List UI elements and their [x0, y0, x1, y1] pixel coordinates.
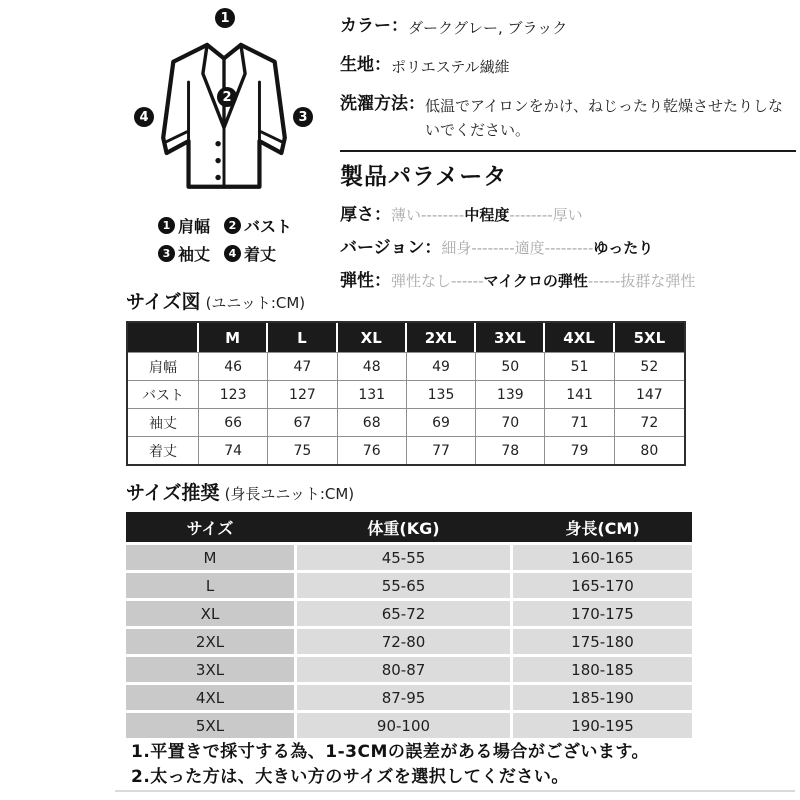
size-chart-cell: 52 — [615, 352, 684, 380]
scale-dashes: -------- — [471, 239, 515, 257]
size-chart-cell: 71 — [545, 408, 614, 436]
size-rec-unit: (身長ユニット:CM) — [224, 485, 355, 503]
size-chart-unit: (ユニット:CM) — [205, 294, 306, 312]
bottom-divider — [115, 790, 795, 792]
scale-option: 薄い — [391, 206, 422, 224]
size-rec-weight-cell: 45-55 — [297, 545, 510, 570]
size-rec-header-cell: 身長(CM) — [565, 518, 640, 538]
size-chart-header-cell: 2XL — [407, 323, 476, 352]
size-rec-size-cell: XL — [126, 601, 294, 626]
size-chart-cell: 123 — [199, 380, 268, 408]
size-rec-height-cell: 160-165 — [513, 545, 692, 570]
info-label: カラー： — [340, 16, 408, 36]
legend-item — [158, 214, 210, 237]
size-rec-body — [126, 545, 692, 738]
size-rec-size-cell: 2XL — [126, 629, 294, 654]
size-chart-cell: 49 — [407, 352, 476, 380]
size-chart-cell: 127 — [268, 380, 337, 408]
size-chart-cell: 50 — [476, 352, 545, 380]
scale-option: 抜群な弾性 — [620, 272, 696, 290]
measure-badge-1: 1 — [215, 8, 235, 28]
size-rec-height-cell: 190-195 — [513, 713, 692, 738]
scale-dashes: -------- — [509, 206, 553, 224]
size-chart-cell: 66 — [199, 408, 268, 436]
size-chart-header-cell — [128, 323, 199, 352]
note-line: 1.平置きで採寸する為、1-3CMの誤差がある場合がございます。 — [131, 742, 650, 762]
parameter-row — [340, 237, 800, 259]
size-rec-header-cell: サイズ — [186, 518, 234, 538]
size-recommendation-section — [126, 478, 692, 738]
parameters-title: 製品パラメータ — [340, 164, 508, 190]
size-chart-cell: 68 — [338, 408, 407, 436]
size-chart-cell: 67 — [268, 408, 337, 436]
measure-badge-2: 2 — [217, 87, 237, 107]
legend-item — [158, 242, 210, 265]
size-rec-title — [126, 478, 692, 505]
size-chart-cell: 141 — [545, 380, 614, 408]
legend-number: 4 — [224, 245, 241, 262]
size-chart-cell: 47 — [268, 352, 337, 380]
info-row — [340, 14, 798, 40]
legend-label: 着丈 — [244, 245, 277, 264]
jacket-drawing — [148, 32, 300, 214]
size-chart-cell: 74 — [199, 436, 268, 464]
size-chart-cell: 78 — [476, 436, 545, 464]
legend-label: 肩幅 — [177, 217, 210, 236]
size-rec-size-cell: M — [126, 545, 294, 570]
size-rec-height-cell: 185-190 — [513, 685, 692, 710]
parameter-label: バージョン： — [340, 238, 442, 258]
size-rec-weight-cell: 55-65 — [297, 573, 510, 598]
product-parameters — [340, 158, 800, 303]
legend-label: バスト — [244, 217, 293, 236]
info-value: ダークグレー, ブラック — [408, 19, 568, 37]
size-chart-row-label: 着丈 — [128, 436, 199, 464]
size-rec-weight-cell: 72-80 — [297, 629, 510, 654]
scale-option: 厚い — [552, 206, 583, 224]
size-chart-title-text: サイズ図 — [126, 291, 201, 313]
size-chart-cell: 72 — [615, 408, 684, 436]
note-line: 2.太った方は、大きい方のサイズを選択してください。 — [131, 767, 569, 787]
scale-option: 中程度 — [464, 206, 510, 224]
notes — [131, 740, 796, 790]
scale-option: ゆったり — [593, 239, 654, 257]
measure-badge-3: 3 — [293, 107, 313, 127]
legend-item — [224, 214, 292, 237]
size-chart-header-cell: L — [268, 323, 337, 352]
size-chart-row-label: バスト — [128, 380, 199, 408]
parameter-label: 弾性： — [340, 271, 391, 291]
size-rec-weight-cell: 87-95 — [297, 685, 510, 710]
size-chart-header-cell: XL — [338, 323, 407, 352]
size-chart-cell: 69 — [407, 408, 476, 436]
size-rec-title-text: サイズ推奨 — [126, 482, 220, 504]
info-row — [340, 92, 798, 142]
size-chart-cell: 80 — [615, 436, 684, 464]
size-chart-cell: 139 — [476, 380, 545, 408]
size-rec-size-cell: 3XL — [126, 657, 294, 682]
size-chart-header-cell: 5XL — [615, 323, 684, 352]
size-chart-header-cell: 3XL — [476, 323, 545, 352]
size-chart-cell: 147 — [615, 380, 684, 408]
size-chart-cell: 77 — [407, 436, 476, 464]
scale-option: 細身 — [441, 239, 472, 257]
size-chart-cell: 46 — [199, 352, 268, 380]
size-rec-size-cell: L — [126, 573, 294, 598]
legend-number: 2 — [224, 217, 241, 234]
product-info — [340, 14, 798, 155]
info-label: 洗濯方法： — [340, 94, 425, 114]
legend-number: 1 — [158, 217, 175, 234]
scale-option: 弾性なし — [391, 272, 452, 290]
size-chart-cell: 79 — [545, 436, 614, 464]
size-chart-table — [126, 321, 686, 466]
parameter-row — [340, 204, 800, 226]
size-rec-height-cell: 175-180 — [513, 629, 692, 654]
size-rec-header — [126, 512, 692, 542]
scale-option: マイクロの弾性 — [483, 272, 588, 290]
size-rec-size-cell: 4XL — [126, 685, 294, 710]
info-value: 低温でアイロンをかけ、ねじったり乾燥させたりしないでください。 — [425, 97, 784, 139]
size-chart-header-cell: 4XL — [545, 323, 614, 352]
size-chart-cell: 75 — [268, 436, 337, 464]
parameter-label: 厚さ： — [340, 205, 391, 225]
info-value: ポリエステル繊維 — [391, 58, 510, 76]
parameter-rows — [340, 204, 800, 292]
scale-dashes: ------ — [587, 272, 621, 290]
size-chart-title — [126, 287, 686, 314]
scale-dashes: -------- — [421, 206, 465, 224]
legend-item — [224, 242, 292, 265]
size-chart-header-cell: M — [199, 323, 268, 352]
size-rec-weight-cell: 80-87 — [297, 657, 510, 682]
legend-label: 袖丈 — [177, 245, 210, 264]
size-chart-cell: 48 — [338, 352, 407, 380]
size-rec-header-cell: 体重(KG) — [367, 518, 440, 538]
size-chart-row-label: 肩幅 — [128, 352, 199, 380]
size-chart-section — [126, 287, 686, 466]
size-chart-cell: 70 — [476, 408, 545, 436]
size-rec-height-cell: 170-175 — [513, 601, 692, 626]
size-chart-row-label: 袖丈 — [128, 408, 199, 436]
measure-legend — [134, 214, 316, 265]
size-rec-weight-cell: 65-72 — [297, 601, 510, 626]
size-rec-weight-cell: 90-100 — [297, 713, 510, 738]
scale-option: 適度 — [514, 239, 545, 257]
size-rec-size-cell: 5XL — [126, 713, 294, 738]
scale-dashes: ------ — [451, 272, 484, 290]
scale-dashes: --------- — [544, 239, 594, 257]
info-label: 生地： — [340, 55, 391, 75]
jacket-illustration — [134, 4, 316, 262]
info-row — [340, 53, 798, 79]
size-rec-height-cell: 165-170 — [513, 573, 692, 598]
size-chart-cell: 51 — [545, 352, 614, 380]
size-rec-height-cell: 180-185 — [513, 657, 692, 682]
size-chart-cell: 76 — [338, 436, 407, 464]
section-divider — [340, 150, 796, 152]
size-chart-cell: 131 — [338, 380, 407, 408]
measure-badge-4: 4 — [134, 107, 154, 127]
legend-number: 3 — [158, 245, 175, 262]
size-chart-cell: 135 — [407, 380, 476, 408]
